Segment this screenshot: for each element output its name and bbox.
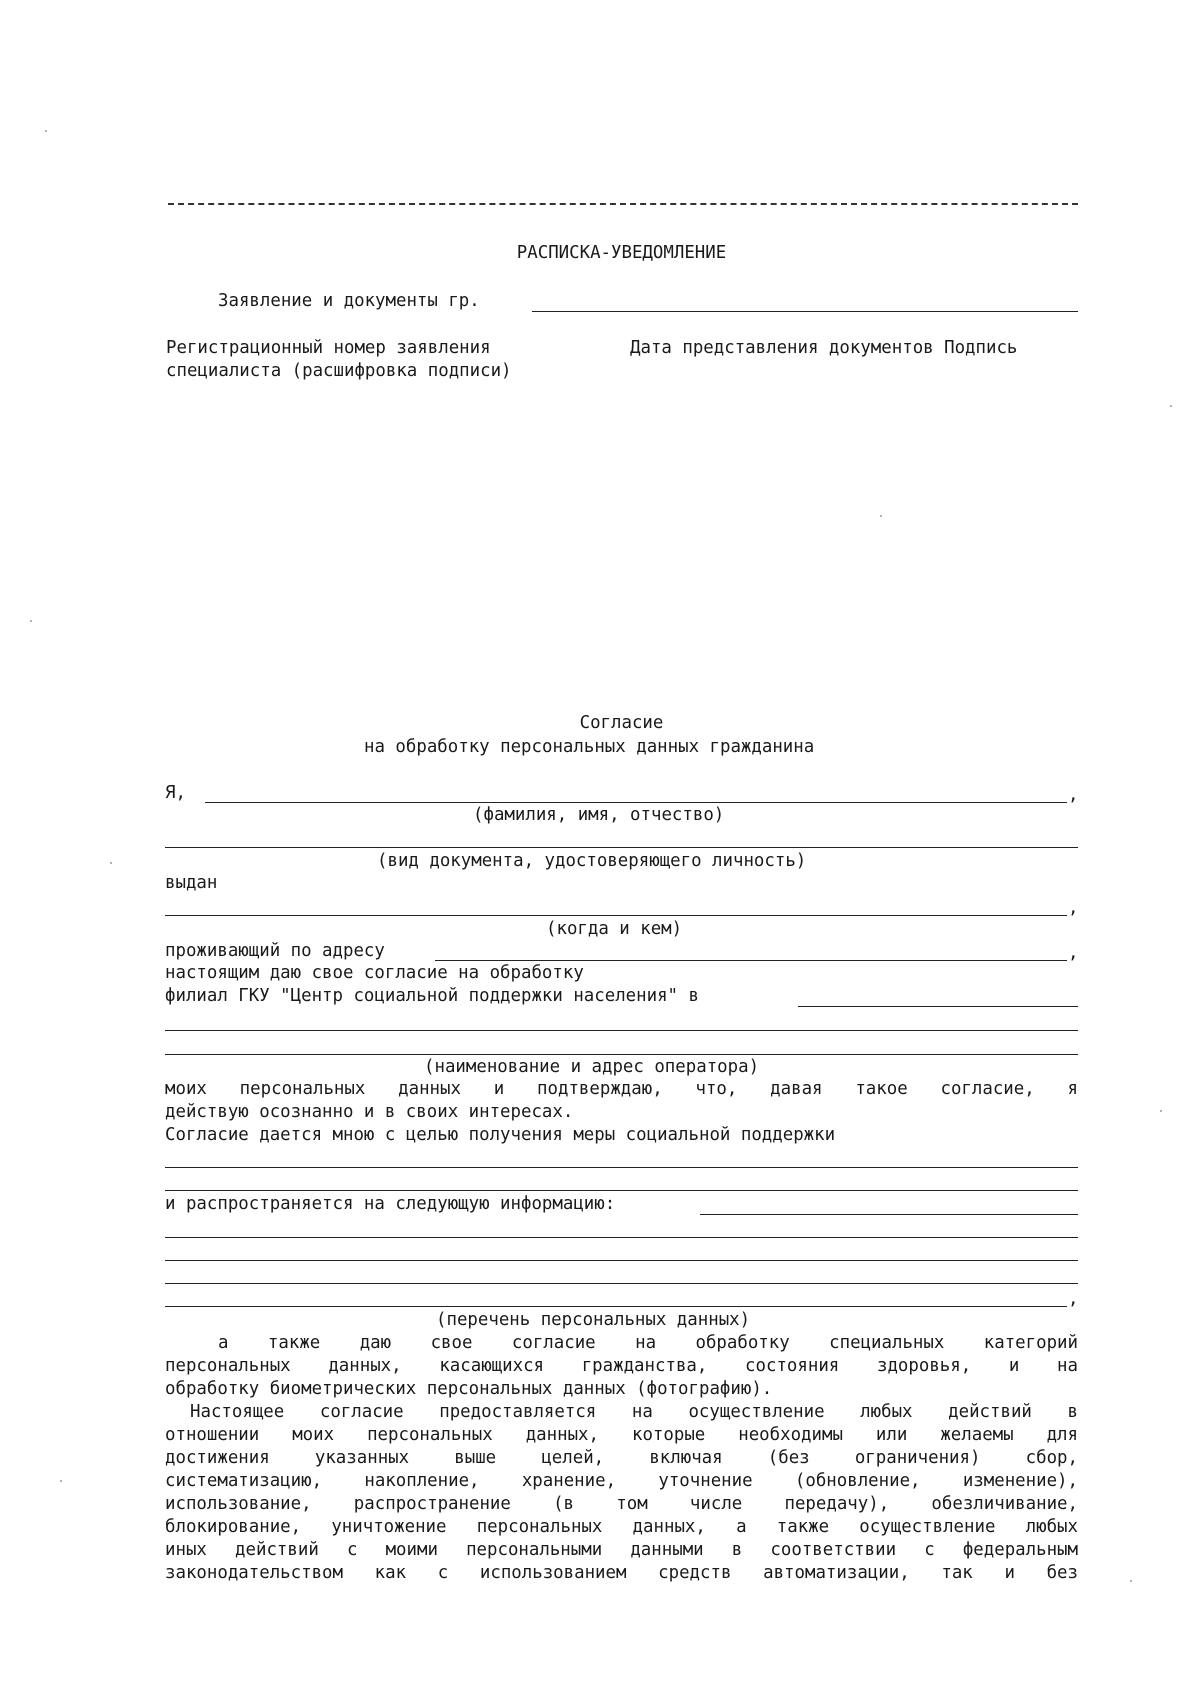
fio-comma: , — [1068, 785, 1079, 805]
consent-paragraph-3-line-3: достижения указанных выше целей, включая (без ограничения) сбор, — [165, 1448, 1078, 1468]
info-field-line-3[interactable] — [165, 1260, 1078, 1261]
info-comma: , — [1068, 1289, 1079, 1309]
purpose-field-line-2[interactable] — [165, 1190, 1078, 1191]
consent-paragraph-3-line-7: иных действий с моими персональными данными в соответствии с федеральным — [165, 1540, 1078, 1560]
issued-label: выдан — [165, 873, 218, 893]
consent-paragraph-2-line-2: персональных данных, касающихся гражданства, состояния здоровья, и на — [165, 1356, 1078, 1376]
info-field-line-4[interactable] — [165, 1283, 1078, 1284]
fio-field[interactable] — [205, 802, 1067, 803]
receipt-reg-number-label: Регистрационный номер заявления — [166, 338, 491, 358]
consent-paragraph-1-line-1: моих персональных данных и подтверждаю, что, давая такое согласие, я — [165, 1079, 1078, 1099]
scan-speck — [45, 130, 47, 132]
fio-caption: (фамилия, имя, отчество) — [473, 805, 725, 825]
scan-speck — [30, 620, 32, 622]
scan-speck — [880, 515, 882, 517]
receipt-specialist-label: специалиста (расшифровка подписи) — [166, 361, 512, 381]
branch-location-field[interactable] — [798, 1006, 1078, 1007]
address-label: проживающий по адресу — [165, 941, 385, 961]
operator-caption: (наименование и адрес оператора) — [424, 1057, 760, 1077]
identity-document-caption: (вид документа, удостоверяющего личность) — [377, 851, 807, 871]
consent-paragraph-3-line-8: законодательством как с использованием средств автоматизации, так и без — [165, 1563, 1078, 1583]
consent-paragraph-3-line-2: отношении моих персональных данных, которые необходимы или желаемы для — [165, 1425, 1078, 1445]
receipt-date-signature-label: Дата представления документов Подпись — [630, 338, 1018, 358]
i-label: Я, — [165, 783, 186, 803]
consent-paragraph-1-line-2: действую осознанно и в своих интересах. — [165, 1102, 574, 1122]
identity-document-field[interactable] — [165, 847, 1078, 848]
consent-paragraph-2-line-3: обработку биометрических персональных данных (фотографию). — [165, 1379, 773, 1399]
personal-data-caption: (перечень персональных данных) — [436, 1310, 751, 1330]
receipt-docs-label: Заявление и документы гр. — [218, 291, 480, 311]
cut-line-separator — [168, 203, 1078, 205]
scan-speck — [1170, 405, 1172, 407]
scan-speck — [1160, 1110, 1162, 1112]
consent-paragraph-3-line-6: блокирование, уничтожение персональных данных, а также осуществление любых — [165, 1517, 1078, 1537]
issued-by-field[interactable] — [165, 915, 1067, 916]
operator-field-line-2[interactable] — [165, 1054, 1078, 1055]
consent-subtitle: на обработку персональных данных гражданина — [364, 737, 815, 757]
purpose-label: Согласие дается мною с целью получения меры социальной поддержки — [165, 1125, 836, 1145]
purpose-field-line-1[interactable] — [165, 1167, 1078, 1168]
scan-speck — [1130, 1580, 1132, 1582]
branch-label: филиал ГКУ "Центр социальной поддержки населения" в — [165, 986, 699, 1006]
issued-caption: (когда и кем) — [546, 919, 683, 939]
scan-speck — [110, 862, 112, 864]
consent-paragraph-2-line-1: а также даю свое согласие на обработку специальных категорий — [218, 1333, 1078, 1353]
receipt-title: РАСПИСКА-УВЕДОМЛЕНИЕ — [516, 243, 727, 263]
info-field-line-5[interactable] — [165, 1306, 1067, 1307]
consent-paragraph-3-line-4: систематизацию, накопление, хранение, уточнение (обновление, изменение), — [165, 1471, 1078, 1491]
scan-speck — [60, 1480, 62, 1482]
consent-paragraph-3-line-5: использование, распространение (в том числе передачу), обезличивание, — [165, 1494, 1078, 1514]
receipt-name-field[interactable] — [532, 311, 1078, 312]
consent-paragraph-3-line-1: Настоящее согласие предоставляется на осуществление любых действий в — [190, 1402, 1078, 1422]
consent-title: Согласие — [579, 713, 664, 733]
consent-statement: настоящим даю свое согласие на обработку — [165, 963, 584, 983]
operator-field-line-1[interactable] — [165, 1030, 1078, 1031]
info-field-line-2[interactable] — [165, 1237, 1078, 1238]
address-comma: , — [1068, 943, 1079, 963]
address-field[interactable] — [435, 960, 1067, 961]
info-label: и распространяется на следующую информацию: — [165, 1194, 616, 1214]
info-field-line-1[interactable] — [700, 1214, 1078, 1215]
issued-comma: , — [1068, 898, 1079, 918]
